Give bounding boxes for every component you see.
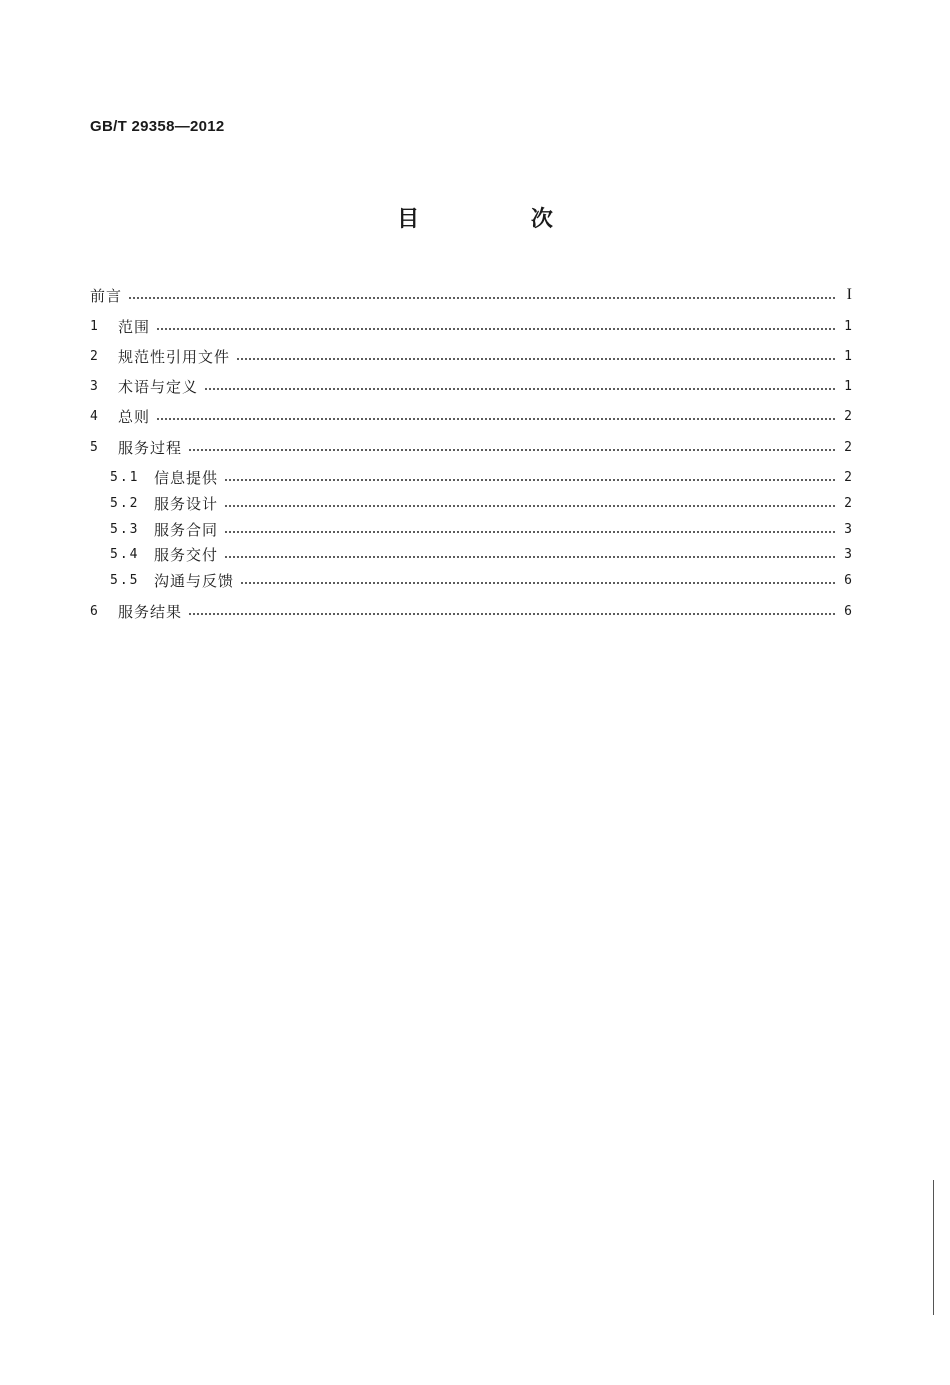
toc-entry-number: 5.4 — [110, 546, 140, 562]
dot-leader — [156, 328, 836, 330]
toc-entry-3[interactable] — [90, 375, 852, 397]
dot-leader — [156, 418, 836, 420]
toc-entry-6[interactable] — [90, 600, 852, 622]
toc-entry-page: 2 — [844, 408, 852, 424]
scan-edge-mark — [933, 1180, 934, 1315]
dot-leader — [224, 479, 836, 481]
toc-entry-5-5[interactable] — [90, 569, 852, 591]
toc-entry-page: 2 — [844, 439, 852, 455]
dot-leader — [224, 505, 836, 507]
toc-entry-number: 3 — [90, 378, 98, 394]
dot-leader — [128, 297, 836, 299]
dot-leader — [188, 613, 836, 615]
toc-entry-number: 5.2 — [110, 495, 140, 511]
toc-entry-number: 5.1 — [110, 469, 140, 485]
toc-entry-page: 6 — [844, 603, 852, 619]
toc-entry-5-1[interactable] — [90, 466, 852, 488]
toc-entry-label: 规范性引用文件 — [118, 347, 231, 366]
toc-entry-page: 2 — [844, 469, 852, 485]
toc-entry-label: 服务合同 — [154, 520, 219, 539]
toc-entry-4[interactable] — [90, 405, 852, 427]
toc-entry-page: 1 — [844, 318, 852, 334]
standard-code: GB/T 29358—2012 — [90, 118, 225, 135]
toc-entry-label: 服务设计 — [154, 494, 219, 513]
toc-entry-5-3[interactable] — [90, 518, 852, 540]
toc-entry-5[interactable] — [90, 436, 852, 458]
toc-entry-label: 信息提供 — [154, 468, 219, 487]
toc-entry-page: I — [846, 286, 852, 303]
toc-entry-label: 范围 — [118, 317, 151, 336]
dot-leader — [188, 449, 836, 451]
toc-entry-label: 服务过程 — [118, 438, 183, 457]
toc-entry-5-4[interactable] — [90, 543, 852, 565]
toc-entry-2[interactable] — [90, 345, 852, 367]
toc-entry-number: 1 — [90, 318, 98, 334]
toc-entry-label: 沟通与反馈 — [154, 571, 235, 590]
toc-entry-label: 术语与定义 — [118, 377, 199, 396]
toc-entry-number: 5.3 — [110, 521, 140, 537]
toc-entry-label: 服务交付 — [154, 545, 219, 564]
dot-leader — [240, 582, 836, 584]
toc-entry-page: 3 — [844, 546, 852, 562]
toc-entry-preface[interactable] — [90, 284, 852, 306]
toc-entry-page: 1 — [844, 378, 852, 394]
toc-entry-label: 服务结果 — [118, 602, 183, 621]
dot-leader — [224, 531, 836, 533]
page-title: 目 次 — [397, 207, 605, 232]
dot-leader — [204, 388, 836, 390]
dot-leader — [224, 556, 836, 558]
toc-entry-1[interactable] — [90, 315, 852, 337]
toc-entry-number: 2 — [90, 348, 98, 364]
toc-entry-page: 6 — [844, 572, 852, 588]
toc-entry-5-2[interactable] — [90, 492, 852, 514]
toc-entry-label: 前言 — [90, 286, 123, 305]
dot-leader — [236, 358, 836, 360]
toc-entry-page: 1 — [844, 348, 852, 364]
toc-entry-label: 总则 — [118, 407, 151, 426]
toc-entry-number: 4 — [90, 408, 98, 424]
toc-entry-page: 2 — [844, 495, 852, 511]
toc-entry-number: 6 — [90, 603, 98, 619]
toc-entry-number: 5.5 — [110, 572, 140, 588]
toc-entry-page: 3 — [844, 521, 852, 537]
toc-entry-number: 5 — [90, 439, 98, 455]
